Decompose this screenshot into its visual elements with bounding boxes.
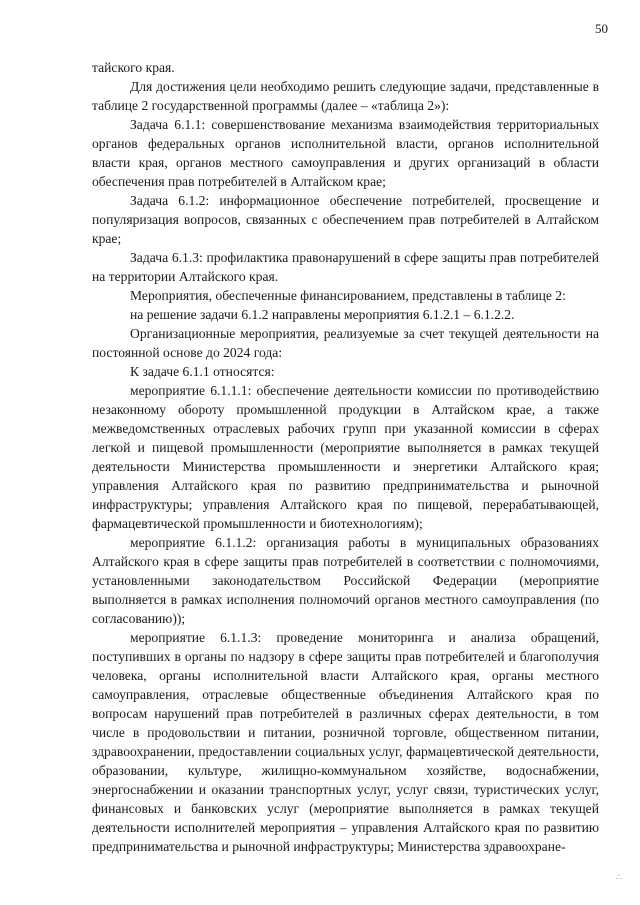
paragraph-organizational-measures: Организационные мероприятия, реализуемые за счет текущей деятельности на постоянной основе до 2024 года:	[92, 326, 599, 360]
paragraph-task-6-1-1: Задача 6.1.1: совершенствование механизма взаимодействия территориальных органов федеральных органов исполнительной власти, органов исполнительной власти края, органов местного самоуправления и других организаций в области обеспечения прав потребителей в Алтайском крае;	[92, 117, 599, 189]
paragraph-continuation: тайского края.	[92, 60, 175, 75]
paragraph-task-6-1-1-heading: К задаче 6.1.1 относятся:	[130, 364, 275, 379]
paragraph-measure-6-1-1-2: мероприятие 6.1.1.2: организация работы в муниципальных образованиях Алтайского края в сфере защиты прав потребителей в соответствии с полномочиями, установленными законодательством Российской Федерации (мероприятие выполняется в рамках исполнения полномочий органов местного самоуправления (по согласованию));	[92, 535, 599, 626]
page-number: 50	[595, 21, 608, 36]
paragraph-tasks-intro: Для достижения цели необходимо решить следующие задачи, представленные в таблице 2 государственной программы (далее – «таблица 2»):	[92, 79, 599, 113]
paragraph-task-6-1-3: Задача 6.1.3: профилактика правонарушений в сфере защиты прав потребителей на территории Алтайского края.	[92, 250, 599, 284]
paragraph-funded-measures: Мероприятия, обеспеченные финансированием, представлены в таблице 2:	[130, 288, 566, 303]
document-body	[92, 58, 599, 856]
paragraph-task-6-1-2-measures: на решение задачи 6.1.2 направлены мероприятия 6.1.2.1 – 6.1.2.2.	[130, 307, 515, 322]
paragraph-measure-6-1-1-1: мероприятие 6.1.1.1: обеспечение деятельности комиссии по противодействию незаконному обороту промышленной продукции в Алтайском крае, а также межведомственных отраслевых рабочих групп при указанной комиссии в сферах легкой и пищевой промышленности (мероприятие выполняется в рамках текущей деятельности Министерства промышленности и энергетики Алтайского края; управления Алтайского края по развитию предпринимательства и рыночной инфраструктуры; управления Алтайского края по пищевой, перерабатывающей, фармацевтической промышленности и биотехнологиям);	[92, 383, 599, 531]
scan-speck: ∴	[616, 873, 622, 883]
paragraph-task-6-1-2: Задача 6.1.2: информационное обеспечение потребителей, просвещение и популяризация вопросов, связанных с обеспечением прав потребителей в Алтайском крае;	[92, 193, 599, 246]
paragraph-measure-6-1-1-3: мероприятие 6.1.1.3: проведение мониторинга и анализа обращений, поступивших в органы по надзору в сфере защиты прав потребителей и благополучия человека, органы исполнительной власти Алтайского края, органы местного самоуправления, отраслевые общественные объединения Алтайского края по вопросам нарушений прав потребителей в различных сферах деятельности, в том числе в продовольствии и питании, розничной торговле, общественном питании, здравоохранении, предоставлении социальных услуг, фармацевтической деятельности, образовании, культуре, жилищно-коммунальном хозяйстве, водоснабжении, энергоснабжении и оказании транспортных услуг, услуг связи, туристических услуг, финансовых и банковских услуг (мероприятие выполняется в рамках текущей деятельности исполнителей мероприятия – управления Алтайского края по развитию предпринимательства и рыночной инфраструктуры; Министерства здравоохране-	[92, 630, 599, 854]
